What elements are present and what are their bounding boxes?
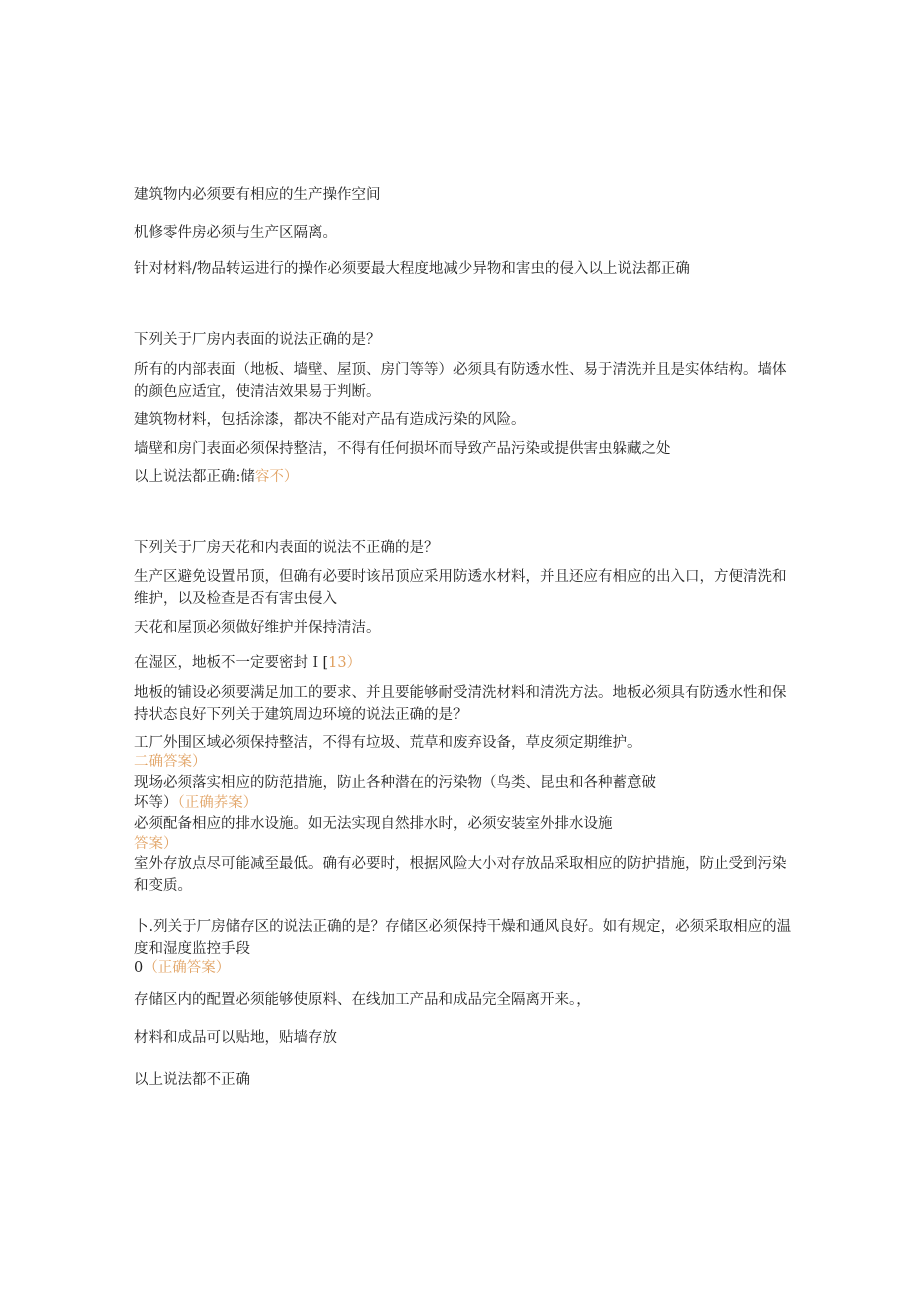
text-line: 所有的内部表面（地板、墙壁、屋顶、房门等等）必须具有防透水性、易于清洗并且是实体结构。墙体的颜色应适宜，使清洁效果易于判断。 — [134, 362, 787, 400]
text-line — [134, 751, 794, 773]
text-line: 以上说法都正确:储容不） — [134, 469, 299, 485]
answer-marker: （正确答案） — [143, 960, 231, 976]
text-line — [134, 833, 794, 855]
question-heading: 卜.列关于厂房储存区的说法正确的是？存储区必须保持干燥和通风良好。如有规定，必须采取相应的温度和湿度监控手段 — [134, 919, 792, 957]
text-line: 材料和成品可以贴地，贴墙存放 — [134, 1030, 337, 1046]
text-line: 建筑物内必须要有相应的生产操作空间 — [134, 187, 381, 203]
answer-marker: 答案） — [134, 836, 178, 852]
question-heading: 下列关于厂房天花和内表面的说法不正确的是？ — [134, 540, 439, 556]
answer-marker: 二确答案） — [134, 754, 207, 770]
question-heading: 下列关于厂房内表面的说法正确的是？ — [134, 332, 381, 348]
text-line: 生产区避免设置吊顶，但确有必要时该吊顶应采用防透水材料，并且还应有相应的出入口，方便清洗和维护，以及检查是否有害虫侵入 — [134, 569, 787, 607]
answer-marker: 13） — [328, 655, 362, 671]
answer-marker: 容不） — [254, 469, 299, 485]
text-line: 室外存放点尽可能减至最低。确有必要时，根据风险大小对存放品采取相应的防护措施，防止受到污染和变质。 — [134, 856, 787, 894]
text-line: 机修零件房必须与生产区隔离。 — [134, 225, 337, 241]
text-line: 在湿区，地板不一定要密封Ｉ[13） — [134, 655, 362, 671]
text-line: 工厂外围区域必须保持整洁，不得有垃圾、荒草和废弃设备，草皮须定期维护。 — [134, 735, 642, 751]
text-line: 以上说法都不正确 — [134, 1072, 250, 1088]
text-line: 地板的铺设必须要满足加工的要求、并且要能够耐受清洗材料和清洗方法。地板必须具有防透水性和保持状态良好下列关于建筑周边环境的说法正确的是？ — [134, 685, 787, 723]
text-line: 天花和屋顶必须做好维护并保持清洁。 — [134, 620, 381, 636]
text-line: 存储区内的配置必须能够使原料、在线加工产品和成品完全隔离开来。， — [134, 992, 591, 1008]
text-line: 坏等）（正确荞案） — [134, 795, 258, 811]
text-line: 0（正确答案） — [134, 960, 231, 976]
text-line: 针对材料/物品转运进行的操作必须要最大程度地减少异物和害虫的侵入以上说法都正确 — [134, 261, 690, 277]
text-line: 墙壁和房门表面必须保持整洁，不得有任何损坏而导致产品污染或提供害虫躲藏之处 — [134, 441, 671, 457]
answer-marker: （正确荞案） — [177, 795, 258, 811]
text-line: 必须配备相应的排水设施。如无法实现自然排水时，必须安装室外排水设施 — [134, 816, 613, 832]
text-line: 现场必须落实相应的防范措施，防止各种潜在的污染物（鸟类、昆虫和各种蓄意破 — [134, 775, 656, 791]
text-line: 建筑物材料，包括涂漆，都决不能对产品有造成污染的风险。 — [134, 412, 526, 428]
